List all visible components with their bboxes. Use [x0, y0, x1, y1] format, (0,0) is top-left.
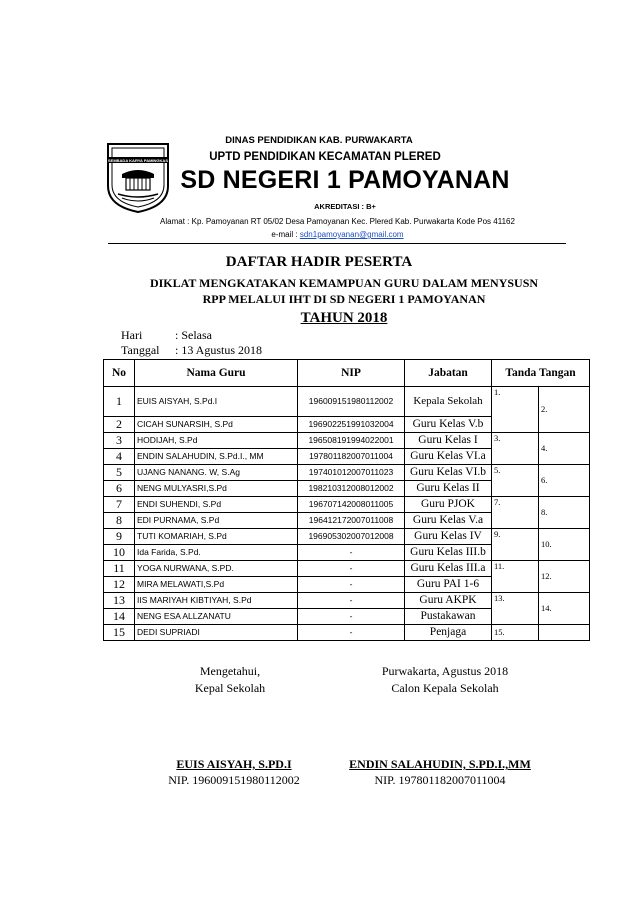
cell-no: 8 [104, 513, 135, 529]
school-address: Alamat : Kp. Pamoyanan RT 05/02 Desa Pamoyanan Kec. Plered Kab. Purwakarta Kode Pos 41162 [160, 217, 515, 226]
cell-nip: 196707142008011005 [298, 497, 405, 513]
sign-left-caption: Mengetahui, [199, 664, 261, 678]
cell-nip: - [298, 545, 405, 561]
table-row [104, 561, 590, 577]
akreditasi: AKREDITASI : B+ [314, 202, 376, 211]
email-link[interactable]: sdn1pamoyanan@gmail.com [299, 230, 404, 239]
cell-jabatan: Guru Kelas V.a [405, 513, 492, 529]
signature-cell: 12. [539, 561, 590, 593]
cell-nip: 197401012007011023 [298, 465, 405, 481]
signature-cell: 6. [539, 465, 590, 497]
cell-jabatan: Guru Kelas VI.a [405, 449, 492, 465]
sign-right-nip: NIP. 197801182007011004 [374, 773, 506, 787]
cell-no: 6 [104, 481, 135, 497]
kop-divider [108, 243, 566, 244]
email-label: e-mail : [271, 230, 300, 239]
signature-cell: 8. [539, 497, 590, 529]
cell-nip: - [298, 577, 405, 593]
signature-cell: 15. [492, 625, 539, 641]
table-row [104, 593, 590, 609]
cell-jabatan: Guru Kelas III.b [405, 545, 492, 561]
cell-nama: EUIS AISYAH, S.Pd.I [135, 387, 298, 417]
cell-nama: HODIJAH, S.Pd [135, 433, 298, 449]
table-row [104, 465, 590, 481]
sign-right-role: Calon Kepala Sekolah [391, 681, 499, 695]
signature-cell: 10. [539, 529, 590, 561]
cell-no: 13 [104, 593, 135, 609]
header-nama: Nama Guru [135, 360, 298, 387]
cell-jabatan: Guru Kelas VI.b [405, 465, 492, 481]
cell-nama: MIRA MELAWATI,S.Pd [135, 577, 298, 593]
cell-nip: 196905302007012008 [298, 529, 405, 545]
cell-jabatan: Guru PJOK [405, 497, 492, 513]
cell-nama: Ida Farida, S.Pd. [135, 545, 298, 561]
signature-cell: 1. [492, 387, 539, 433]
kop-dinas: DINAS PENDIDIKAN KAB. PURWAKARTA [225, 135, 413, 146]
cell-no: 10 [104, 545, 135, 561]
school-name: SD NEGERI 1 PAMOYANAN [180, 166, 510, 194]
signature-cell: 5. [492, 465, 539, 497]
signature-cell: 14. [539, 593, 590, 625]
cell-nip: 196412172007011008 [298, 513, 405, 529]
signature-cell: 9. [492, 529, 539, 561]
cell-no: 7 [104, 497, 135, 513]
cell-no: 9 [104, 529, 135, 545]
cell-nip: - [298, 593, 405, 609]
cell-no: 5 [104, 465, 135, 481]
hari-value: : Selasa [175, 328, 212, 342]
tanggal-label: Tanggal [121, 343, 160, 357]
signature-cell: 3. [492, 433, 539, 465]
sign-right-name: ENDIN SALAHUDIN, S.PD.I.,MM [349, 757, 531, 771]
cell-no: 12 [104, 577, 135, 593]
cell-no: 11 [104, 561, 135, 577]
cell-nama: TUTI KOMARIAH, S.Pd [135, 529, 298, 545]
cell-nama: IIS MARIYAH KIBTIYAH, S.Pd [135, 593, 298, 609]
table-header-row [104, 360, 590, 387]
cell-nip: - [298, 609, 405, 625]
hari-label: Hari [121, 328, 143, 342]
cell-no: 2 [104, 417, 135, 433]
cell-nama: ENDI SUHENDI, S.Pd [135, 497, 298, 513]
header-tanda-tangan: Tanda Tangan [492, 360, 590, 387]
table-row [104, 625, 590, 641]
sign-left-name: EUIS AISYAH, S.PD.I [176, 757, 292, 771]
cell-nama: NENG MULYASRI,S.Pd [135, 481, 298, 497]
cell-no: 14 [104, 609, 135, 625]
cell-nama: EDI PURNAMA, S.Pd [135, 513, 298, 529]
cell-jabatan: Guru Kelas IV [405, 529, 492, 545]
table-row [104, 529, 590, 545]
signature-cell: 11. [492, 561, 539, 593]
document-year: TAHUN 2018 [300, 310, 388, 326]
sign-left-role: Kepal Sekolah [194, 681, 266, 695]
cell-nama: NENG ESA ALLZANATU [135, 609, 298, 625]
document-title: DAFTAR HADIR PESERTA [225, 254, 413, 270]
cell-nip: 196902251991032004 [298, 417, 405, 433]
signature-cell: 7. [492, 497, 539, 529]
document-subtitle-1: DIKLAT MENGKATAKAN KEMAMPUAN GURU DALAM MENYSUSN [149, 276, 539, 290]
table-row [104, 387, 590, 417]
cell-jabatan: Pustakawan [405, 609, 492, 625]
cell-jabatan: Kepala Sekolah [405, 387, 492, 417]
tanggal-value: : 13 Agustus 2018 [175, 343, 263, 357]
cell-nama: ENDIN SALAHUDIN, S.Pd.I., MM [135, 449, 298, 465]
cell-jabatan: Guru PAI 1-6 [405, 577, 492, 593]
header-jabatan: Jabatan [405, 360, 492, 387]
cell-nama: UJANG NANANG. W, S.Ag [135, 465, 298, 481]
cell-no: 1 [104, 387, 135, 417]
sign-left-nip: NIP. 196009151980112002 [168, 773, 300, 787]
cell-nip: 196508191994022001 [298, 433, 405, 449]
header-no: No [104, 360, 135, 387]
cell-jabatan: Penjaga [405, 625, 492, 641]
attendance-table [103, 359, 590, 641]
cell-jabatan: Guru Kelas V.b [405, 417, 492, 433]
cell-nama: CICAH SUNARSIH, S.Pd [135, 417, 298, 433]
signature-cell: 2. [539, 387, 590, 433]
cell-no: 4 [104, 449, 135, 465]
cell-jabatan: Guru Kelas II [405, 481, 492, 497]
cell-jabatan: Guru AKPK [405, 593, 492, 609]
school-email-line [0, 230, 638, 239]
cell-nip: - [298, 625, 405, 641]
cell-nip: - [298, 561, 405, 577]
kop-uptd: UPTD PENDIDIKAN KECAMATAN PLERED [209, 151, 441, 163]
svg-text:SEMBADA KARYA PAMINGKAS: SEMBADA KARYA PAMINGKAS [107, 158, 169, 163]
signature-cell-empty [539, 625, 590, 641]
table-row [104, 433, 590, 449]
cell-nama: DEDI SUPRIADI [135, 625, 298, 641]
cell-jabatan: Guru Kelas III.a [405, 561, 492, 577]
cell-no: 15 [104, 625, 135, 641]
cell-nip: 198210312008012002 [298, 481, 405, 497]
header-nip: NIP [298, 360, 405, 387]
cell-no: 3 [104, 433, 135, 449]
document-subtitle-2: RPP MELALUI IHT DI SD NEGERI 1 PAMOYANAN [202, 292, 486, 306]
table-row [104, 497, 590, 513]
cell-nip: 197801182007011004 [298, 449, 405, 465]
cell-nip: 196009151980112002 [298, 387, 405, 417]
sign-right-place-date: Purwakarta, Agustus 2018 [381, 664, 509, 678]
cell-jabatan: Guru Kelas I [405, 433, 492, 449]
cell-nama: YOGA NURWANA, S.PD. [135, 561, 298, 577]
signature-cell: 4. [539, 433, 590, 465]
signature-cell: 13. [492, 593, 539, 625]
